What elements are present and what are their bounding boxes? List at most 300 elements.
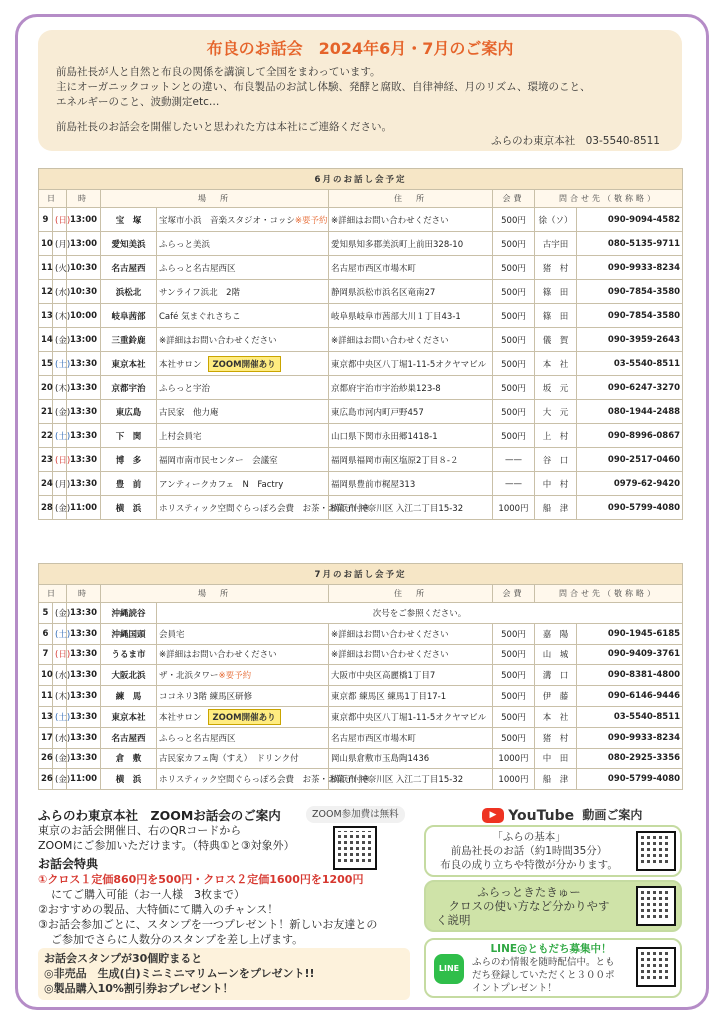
- cell-time: 13:30: [67, 644, 101, 665]
- reservation-note: ※要予約: [294, 215, 328, 226]
- cell-time: 13:30: [67, 603, 101, 624]
- col-contact: 問合せ先（敬称略）: [535, 585, 683, 603]
- line-text-2: だち登録していただくと３００ポ: [472, 970, 615, 981]
- cell-fee: 500円: [493, 400, 535, 424]
- video1-qr-code[interactable]: [636, 831, 676, 871]
- table-row: [39, 472, 683, 496]
- cell-address: 横浜市 神奈川区 入江二丁目15-32: [329, 769, 493, 790]
- line-app-icon: LINE: [434, 954, 464, 984]
- cell-weekday: (月): [53, 472, 67, 496]
- place-name: サンライフ浜北 2階: [159, 287, 240, 298]
- cell-time: 11:00: [67, 496, 101, 520]
- cell-date: 20: [39, 376, 53, 400]
- cell-contact-tel: 090-9094-4582: [577, 208, 683, 232]
- cell-contact-name: 上 村: [535, 424, 577, 448]
- weekday-label: 月: [58, 479, 67, 490]
- cell-area: 東京本社: [101, 352, 157, 376]
- cell-date: 22: [39, 424, 53, 448]
- perk-3: ③お話会参加ごとに、スタンプを一つプレゼント！新しいお友達との: [38, 918, 378, 931]
- cell-contact-tel: 090-9409-3761: [577, 644, 683, 665]
- weekday-label: 土: [58, 431, 67, 442]
- cell-area: 東京本社: [101, 706, 157, 727]
- cell-fee: 500円: [493, 727, 535, 748]
- cell-fee: 500円: [493, 706, 535, 727]
- weekday-label: 水: [58, 733, 67, 744]
- cell-place: [157, 769, 371, 790]
- cell-time: 13:30: [67, 706, 101, 727]
- cell-date: 9: [39, 208, 53, 232]
- table-row: [39, 603, 683, 624]
- col-time: 時: [67, 585, 101, 603]
- cell-contact-name: 谷 口: [535, 448, 577, 472]
- hq-contact: ふらのわ東京本社 03-5540-8511: [491, 135, 660, 147]
- weekday-label: 水: [58, 671, 67, 682]
- cell-address: 岐阜県岐阜市茜部大川１丁目43-1: [329, 304, 493, 328]
- cell-area: 横 浜: [101, 496, 157, 520]
- cell-fee: 500円: [493, 424, 535, 448]
- cell-address: 福岡県豊前市梶屋313: [329, 472, 493, 496]
- cell-place: [157, 232, 329, 256]
- cell-address: 東京都中央区八丁堀1-11-5オクヤマビル: [329, 352, 493, 376]
- cell-contact-tel: 090-6247-3270: [577, 376, 683, 400]
- cell-contact-tel: 080-5135-9711: [577, 232, 683, 256]
- place-name: 古民家 他力庵: [159, 407, 219, 418]
- perks-title: お話会特典: [38, 857, 99, 871]
- place-name: 福岡市南市民センター 会議室: [159, 455, 278, 466]
- cell-fee: ——: [493, 448, 535, 472]
- cell-area: 三重鈴鹿: [101, 328, 157, 352]
- cell-contact-tel: 090-8381-4800: [577, 665, 683, 686]
- cell-place: [157, 424, 329, 448]
- cell-place: [157, 727, 329, 748]
- july-schedule-table: [38, 563, 683, 790]
- cell-address: 東広島市河内町戸野457: [329, 400, 493, 424]
- cell-contact-tel: 090-7854-3580: [577, 304, 683, 328]
- card2-line1: ふらっときたきゅー: [477, 885, 581, 899]
- card2-line2: クロスの使い方など分かりやす: [448, 899, 610, 913]
- cell-fee: 500円: [493, 623, 535, 644]
- place-name: 古民家カフェ陶（すえ） ドリンク付: [159, 754, 299, 765]
- cell-address: 名古屋市西区市場木町: [329, 727, 493, 748]
- zoom-fee-note: ZOOM参加費は無料: [306, 806, 405, 823]
- header-box: [38, 30, 682, 151]
- cell-contact-name: 篠 田: [535, 304, 577, 328]
- cell-time: 10:00: [67, 304, 101, 328]
- cell-weekday: (日): [53, 208, 67, 232]
- cell-contact-name: 大 元: [535, 400, 577, 424]
- cell-contact-tel: 090-9933-8234: [577, 727, 683, 748]
- place-name: ※詳細はお問い合わせください: [159, 650, 277, 661]
- stamp-line-3: ◎製品購入10%割引券おプレゼント！: [44, 982, 234, 995]
- youtube-label: 動画ご案内: [582, 808, 643, 822]
- cell-contact-name: 猪 村: [535, 727, 577, 748]
- place-name: ホリスティック空間ぐらっぽろ会費 お茶・お菓子付き: [159, 503, 371, 514]
- table-row: [39, 328, 683, 352]
- weekday-label: 木: [58, 383, 67, 394]
- table-row: [39, 280, 683, 304]
- cell-time: 13:30: [67, 400, 101, 424]
- table-row: [39, 644, 683, 665]
- zoom-badge: ZOOM開催あり: [208, 356, 281, 372]
- cell-date: 6: [39, 623, 53, 644]
- table-row: [39, 256, 683, 280]
- cell-contact-tel: 03-5540-8511: [577, 352, 683, 376]
- weekday-label: 土: [58, 629, 67, 640]
- cell-weekday: (金): [53, 603, 67, 624]
- cell-area: 東広島: [101, 400, 157, 424]
- cell-address: ※詳細はお問い合わせください: [329, 208, 493, 232]
- weekday-label: 金: [58, 503, 67, 514]
- table-row: [39, 376, 683, 400]
- place-name: 会員宅: [159, 629, 185, 640]
- cell-contact-name: 徐（ソ）: [535, 208, 577, 232]
- table-row: [39, 769, 683, 790]
- cell-weekday: (水): [53, 280, 67, 304]
- cell-fee: 500円: [493, 352, 535, 376]
- col-place: 場 所: [101, 190, 329, 208]
- line-text-1: ふらのわ情報を随時配信中。とも: [472, 957, 615, 968]
- cell-contact-tel: 080-2925-3356: [577, 748, 683, 769]
- cell-contact-name: 猪 村: [535, 256, 577, 280]
- cell-area: 岐阜茜部: [101, 304, 157, 328]
- cell-time: 13:30: [67, 376, 101, 400]
- cell-contact-name: 篠 田: [535, 280, 577, 304]
- cell-weekday: (火): [53, 256, 67, 280]
- cell-fee: 500円: [493, 232, 535, 256]
- cell-date: 13: [39, 706, 53, 727]
- cell-contact-name: 船 津: [535, 769, 577, 790]
- weekday-label: 土: [58, 712, 67, 723]
- cell-area: 倉 敷: [101, 748, 157, 769]
- cell-weekday: (日): [53, 644, 67, 665]
- cell-fee: 500円: [493, 304, 535, 328]
- page-title: 布良のお話会 2024年6月・7月のご案内: [206, 39, 514, 58]
- cell-address: 愛知県知多郡美浜町上前田328-10: [329, 232, 493, 256]
- reservation-note: ※要予約: [218, 671, 252, 682]
- perk-1-note: にてご購入可能（お一人様 3枚まで）: [51, 888, 245, 901]
- cell-contact-tel: 090-1945-6185: [577, 623, 683, 644]
- june-caption: 6月のお話し会予定: [39, 169, 683, 190]
- contact-line: 前島社長のお話会を開催したいと思われた方は本社にご連絡ください。: [56, 121, 392, 133]
- weekday-label: 土: [58, 359, 67, 370]
- cell-notice: 次号をご参照ください。: [157, 603, 683, 624]
- stamp-line-2: ◎非売品 生成(白)ミニミニマリムーンをプレゼント!!: [44, 967, 315, 980]
- cell-time: 13:30: [67, 727, 101, 748]
- place-name: ふらっと宇治: [159, 383, 211, 394]
- cell-place: [157, 665, 329, 686]
- col-contact: 問合せ先（敬称略）: [535, 190, 683, 208]
- place-name: 宝塚市小浜 音楽スタジオ・コッシ: [159, 215, 295, 226]
- weekday-label: 木: [58, 311, 67, 322]
- cell-weekday: (木): [53, 686, 67, 707]
- cell-area: 浜松北: [101, 280, 157, 304]
- line-qr-code[interactable]: [636, 947, 676, 987]
- cell-address: 静岡県浜松市浜名区竜南27: [329, 280, 493, 304]
- cell-fee: 1000円: [493, 769, 535, 790]
- card1-line3: 布良の成り立ちや特徴が分かります。: [440, 859, 618, 871]
- cell-contact-tel: 080-1944-2488: [577, 400, 683, 424]
- cell-time: 10:30: [67, 280, 101, 304]
- cell-area: うるま市: [101, 644, 157, 665]
- cell-contact-tel: 090-8996-0867: [577, 424, 683, 448]
- cell-place: [157, 280, 329, 304]
- stamp-box: [38, 948, 410, 1000]
- col-time: 時: [67, 190, 101, 208]
- cell-contact-tel: 090-7854-3580: [577, 280, 683, 304]
- cell-contact-name: 溝 口: [535, 665, 577, 686]
- table-row: [39, 448, 683, 472]
- cell-area: 宝 塚: [101, 208, 157, 232]
- cell-contact-name: 嘉 陽: [535, 623, 577, 644]
- place-name: ふらっと名古屋西区: [159, 263, 236, 274]
- zoom-desc-2: ZOOMにご参加いただけます。（特典①と③対象外）: [38, 839, 295, 852]
- zoom-title: ふらのわ東京本社 ZOOMお話会のご案内: [38, 808, 281, 823]
- weekday-label: 日: [58, 650, 67, 661]
- place-name: Café 気まぐれさちこ: [159, 311, 241, 322]
- weekday-label: 火: [58, 263, 67, 274]
- cell-contact-name: 坂 元: [535, 376, 577, 400]
- cell-contact-name: 儀 賀: [535, 328, 577, 352]
- weekday-label: 月: [58, 239, 67, 250]
- card1-line1: 「ふらの基本」: [492, 831, 566, 843]
- table-row: [39, 748, 683, 769]
- col-place: 場 所: [101, 585, 329, 603]
- cell-area: 練 馬: [101, 686, 157, 707]
- cell-contact-tel: 0979-62-9420: [577, 472, 683, 496]
- cell-time: 13:30: [67, 748, 101, 769]
- cell-fee: 500円: [493, 208, 535, 232]
- cell-address: 岡山県倉敷市玉島陶1436: [329, 748, 493, 769]
- cell-place: [157, 644, 329, 665]
- cell-date: 14: [39, 328, 53, 352]
- cell-area: 豊 前: [101, 472, 157, 496]
- cell-area: 大阪北浜: [101, 665, 157, 686]
- cell-address: 東京都中央区八丁堀1-11-5オクヤマビル: [329, 706, 493, 727]
- cell-time: 13:30: [67, 352, 101, 376]
- cell-fee: 1000円: [493, 748, 535, 769]
- cell-fee: 500円: [493, 686, 535, 707]
- place-name: ※詳細はお問い合わせください: [159, 335, 277, 346]
- cell-contact-name: 船 津: [535, 496, 577, 520]
- table-row: [39, 352, 683, 376]
- cell-place: [157, 448, 329, 472]
- place-name: ホリスティック空間ぐらっぽろ会費 お茶・お菓子付き: [159, 775, 371, 786]
- place-name: ふらっと名古屋西区: [159, 733, 236, 744]
- cell-weekday: (土): [53, 352, 67, 376]
- cell-address: ※詳細はお問い合わせください: [329, 328, 493, 352]
- table-row: [39, 623, 683, 644]
- cell-place: [157, 496, 371, 520]
- card2-line3: く説明: [436, 913, 471, 927]
- perk-1: ①クロス１定価860円を500円・クロス２定価1600円を1200円: [38, 873, 364, 886]
- cell-address: 京都府宇治市宇治紗巣123-8: [329, 376, 493, 400]
- cell-contact-tel: 090-9933-8234: [577, 256, 683, 280]
- cell-area: 沖縄読谷: [101, 603, 157, 624]
- col-address: 住 所: [329, 190, 493, 208]
- table-row: [39, 686, 683, 707]
- cell-date: 21: [39, 400, 53, 424]
- cell-weekday: (金): [53, 496, 67, 520]
- cell-time: 13:30: [67, 686, 101, 707]
- weekday-label: 金: [58, 775, 67, 786]
- perk-2: ②おすすめの製品、大特価にて購入のチャンス！: [38, 903, 279, 916]
- place-name: 上村会員宅: [159, 431, 202, 442]
- cell-fee: 500円: [493, 280, 535, 304]
- cell-date: 12: [39, 280, 53, 304]
- cell-place: [157, 706, 329, 727]
- cell-place: [157, 256, 329, 280]
- cell-area: 横 浜: [101, 769, 157, 790]
- cell-place: [157, 623, 329, 644]
- cell-weekday: (金): [53, 748, 67, 769]
- table-row: [39, 208, 683, 232]
- weekday-label: 金: [58, 608, 67, 619]
- cell-fee: 1000円: [493, 496, 535, 520]
- youtube-heading: [482, 806, 642, 824]
- cell-date: 17: [39, 727, 53, 748]
- cell-fee: ——: [493, 472, 535, 496]
- cell-area: 博 多: [101, 448, 157, 472]
- cell-weekday: (月): [53, 232, 67, 256]
- cell-address: 東京都 練馬区 練馬1丁目17-1: [329, 686, 493, 707]
- cell-weekday: (金): [53, 328, 67, 352]
- place-name: 本社サロン: [159, 712, 202, 723]
- cell-fee: 500円: [493, 644, 535, 665]
- table-row: [39, 706, 683, 727]
- cell-contact-tel: 090-3959-2643: [577, 328, 683, 352]
- cell-fee: 500円: [493, 328, 535, 352]
- cell-time: 13:00: [67, 208, 101, 232]
- cell-weekday: (土): [53, 623, 67, 644]
- table-row: [39, 727, 683, 748]
- cell-contact-name: 山 城: [535, 644, 577, 665]
- cell-date: 24: [39, 472, 53, 496]
- weekday-label: 日: [58, 455, 67, 466]
- stamp-line-1: お話会スタンプが30個貯まると: [44, 952, 203, 965]
- video2-qr-code[interactable]: [636, 886, 676, 926]
- july-caption: 7月のお話し会予定: [39, 564, 683, 585]
- place-name: ふらっと美浜: [159, 239, 211, 250]
- cell-area: 名古屋西: [101, 727, 157, 748]
- weekday-label: 金: [58, 754, 67, 765]
- weekday-label: 金: [58, 407, 67, 418]
- place-name: ココネリ3階 練馬区研修: [159, 692, 253, 703]
- cell-weekday: (木): [53, 304, 67, 328]
- weekday-label: 水: [58, 287, 67, 298]
- line-text-3: イントプレゼント！: [472, 983, 557, 994]
- perk-3-note: ご参加でさらに人数分のスタンプを差し上げます。: [51, 933, 304, 946]
- cell-time: 13:30: [67, 623, 101, 644]
- col-day: 日: [39, 585, 67, 603]
- zoom-qr-code[interactable]: [333, 826, 377, 870]
- cell-date: 11: [39, 256, 53, 280]
- cell-contact-name: 伊 藤: [535, 686, 577, 707]
- cell-date: 26: [39, 748, 53, 769]
- cell-area: 沖縄国頭: [101, 623, 157, 644]
- table-row: [39, 400, 683, 424]
- intro-text: 前島社長が人と自然と布良の関係を講演して全国をまわっています。 主にオーガニックコットンとの違い、布良製品のお試し体験、発酵と腐敗、自律神経、月のリズム、環境のこと、 エネルギーのこと、波動測定etc…: [56, 66, 591, 108]
- cell-date: 5: [39, 603, 53, 624]
- cell-time: 13:00: [67, 232, 101, 256]
- cell-contact-tel: 090-5799-4080: [577, 769, 683, 790]
- table-row: [39, 496, 683, 520]
- cell-contact-tel: 090-5799-4080: [577, 496, 683, 520]
- cell-date: 11: [39, 686, 53, 707]
- place-name: アンティークカフェ N Factry: [159, 479, 284, 490]
- cell-date: 13: [39, 304, 53, 328]
- cell-place: [157, 376, 329, 400]
- cell-area: 愛知美浜: [101, 232, 157, 256]
- cell-address: 名古屋市西区市場木町: [329, 256, 493, 280]
- cell-contact-name: 古宇田: [535, 232, 577, 256]
- cell-weekday: (土): [53, 706, 67, 727]
- cell-weekday: (金): [53, 769, 67, 790]
- cell-date: 28: [39, 496, 53, 520]
- cell-place: [157, 304, 329, 328]
- place-name: ザ・北浜タワー: [159, 671, 219, 682]
- cell-date: 10: [39, 665, 53, 686]
- zoom-desc-1: 東京のお話会開催日、右のQRコードから: [38, 824, 242, 837]
- col-address: 住 所: [329, 585, 493, 603]
- cell-weekday: (木): [53, 376, 67, 400]
- cell-date: 7: [39, 644, 53, 665]
- zoom-badge: ZOOM開催あり: [208, 709, 281, 725]
- cell-place: [157, 328, 329, 352]
- cell-fee: 500円: [493, 256, 535, 280]
- card1-line2: 前島社長のお話（約1時間35分）: [450, 845, 608, 857]
- cell-date: 23: [39, 448, 53, 472]
- cell-area: 下 関: [101, 424, 157, 448]
- cell-weekday: (金): [53, 400, 67, 424]
- cell-place: [157, 686, 329, 707]
- line-title: LINE@ともだち募集中！: [490, 943, 612, 955]
- cell-contact-name: 中 村: [535, 472, 577, 496]
- cell-address: ※詳細はお問い合わせください: [329, 644, 493, 665]
- youtube-play-icon: ▶: [482, 808, 504, 823]
- cell-place: [157, 748, 329, 769]
- cell-time: 13:30: [67, 448, 101, 472]
- table-row: [39, 232, 683, 256]
- cell-date: 15: [39, 352, 53, 376]
- cell-weekday: (土): [53, 424, 67, 448]
- cell-fee: 500円: [493, 665, 535, 686]
- cell-time: 11:00: [67, 769, 101, 790]
- table-row: [39, 304, 683, 328]
- cell-address: ※詳細はお問い合わせください: [329, 623, 493, 644]
- cell-date: 26: [39, 769, 53, 790]
- weekday-label: 日: [58, 215, 67, 226]
- cell-time: 10:30: [67, 256, 101, 280]
- cell-contact-name: 本 社: [535, 706, 577, 727]
- cell-address: 横浜市 神奈川区 入江二丁目15-32: [329, 496, 493, 520]
- youtube-wordmark: YouTube: [508, 807, 575, 824]
- cell-time: 13:30: [67, 424, 101, 448]
- cell-place: [157, 472, 329, 496]
- cell-time: 13:30: [67, 665, 101, 686]
- june-schedule-table: [38, 168, 683, 520]
- cell-weekday: (水): [53, 665, 67, 686]
- cell-contact-name: 本 社: [535, 352, 577, 376]
- cell-time: 13:30: [67, 472, 101, 496]
- cell-area: 名古屋西: [101, 256, 157, 280]
- cell-address: 大阪市中央区高麗橋1丁目7: [329, 665, 493, 686]
- cell-place: [157, 208, 329, 232]
- col-fee: 会費: [493, 190, 535, 208]
- cell-address: 福岡県福岡市南区塩原2丁目８-２: [329, 448, 493, 472]
- cell-date: 10: [39, 232, 53, 256]
- cell-time: 13:00: [67, 328, 101, 352]
- cell-area: 京都宇治: [101, 376, 157, 400]
